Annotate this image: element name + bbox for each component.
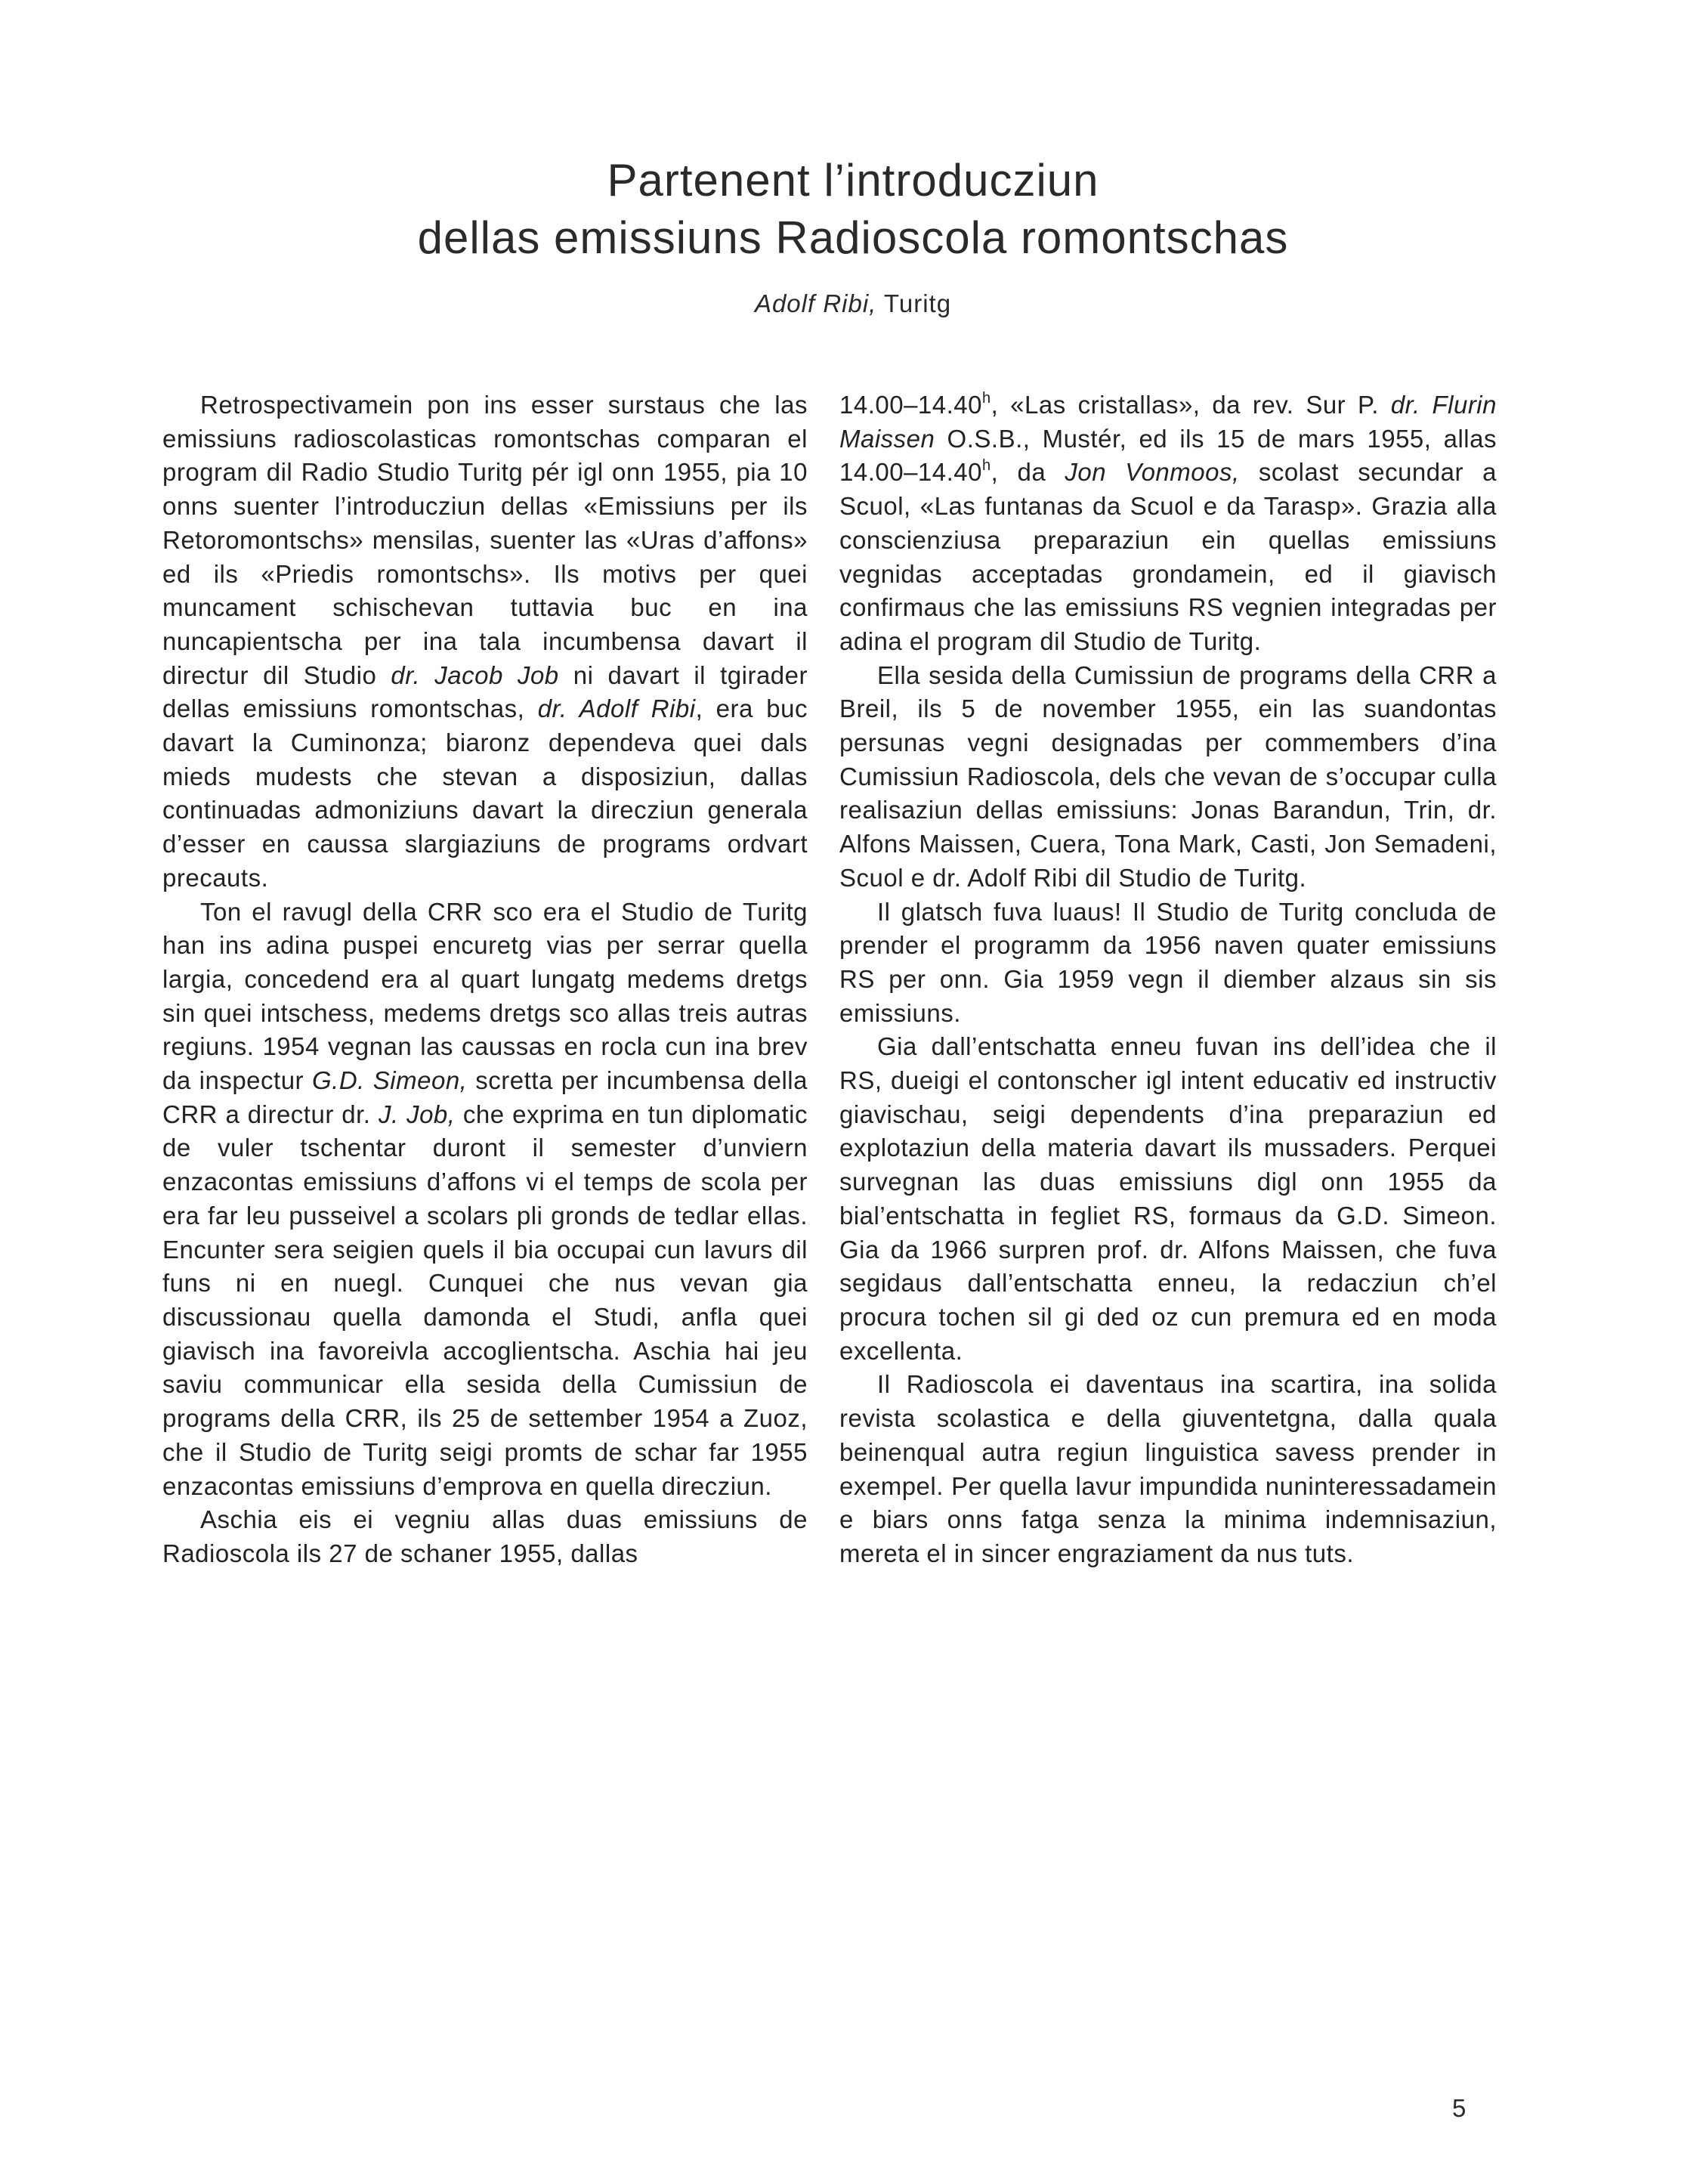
- italic-name: Jon Vonmoos,: [1065, 458, 1240, 487]
- text-run: , «Las cristallas», da rev. Sur P.: [991, 391, 1391, 419]
- text-run: che exprima en tun diplomatic de vuler tschentar duront il semester d’unviern enzacontas emissiuns d’affons vi el temps de scola per era far leu pusseivel a scolars pli gronds de tedlar ellas. Encunter sera seigien quels il bia occupai cun lavurs dil funs ni en nuegl. Cunquei che nus vevan gia discussionau quella damonda el Studi, anfla quei giavisch ina favoreivla accoglientscha. Aschia hai jeu saviu communicar ella sesida della Cumissiun de programs della CRR, ils 25 de settember 1954 a Zuoz, che il Studio de Turitg seigi promts de schar far 1955 enzacontas emissiuns d’emprova en quella direcziun.: [162, 1100, 808, 1500]
- author-name: Adolf Ribi,: [754, 289, 877, 317]
- text-run: scretta per incumbensa della CRR a directur dr.: [162, 1066, 808, 1128]
- italic-name: J. Job,: [378, 1100, 456, 1128]
- left-column: [162, 388, 808, 1571]
- italic-name: G.D. Simeon,: [312, 1066, 468, 1095]
- paragraph: [162, 388, 808, 896]
- text-run: ni davart il tgirader dellas emissiuns romontschas,: [162, 660, 808, 723]
- paragraph: Il Radioscola ei daventaus ina scartira, ina solida revista scolastica e della giuventetgna, dalla quala beinenqual autra regiun linguistica savess prender in exempel. Per quella lavur impundida nuninteressadamein e biars onns fatga senza la minima indemnisaziun, mereta el in sincer engraziament da nus tuts.: [839, 1370, 1497, 1567]
- text-run: , da: [991, 458, 1065, 487]
- paragraph: Il glatsch fuva luaus! Il Studio de Turitg concluda de prender el programm da 1956 naven quater emissiuns RS per onn. Gia 1959 vegn il diember alzaus sin sis emissiuns.: [839, 897, 1497, 1027]
- author-place: Turitg: [883, 289, 952, 317]
- paragraph: Aschia eis ei vegniu allas duas emissiuns de Radioscola ils 27 de schaner 1955, dallas: [162, 1505, 808, 1567]
- text-run: Ton el ravugl della CRR sco era el Studio de Turitg han ins adina puspei encuretg vias per serrar quella largia, concedend era al quart lungatg medems dretgs sin quei intschess, medems dretgs sco allas treis autras regiuns. 1954 vegnan las caussas en rocla cun ina brev da inspectur: [162, 897, 808, 1095]
- paragraph-continued: [839, 388, 1497, 659]
- page-number: 5: [1452, 2094, 1466, 2122]
- right-column: [839, 388, 1497, 1571]
- italic-name: dr. Jacob Job: [391, 660, 559, 689]
- paragraph: [162, 896, 808, 1504]
- article-title-line-1: Partenent l’introducziun: [607, 155, 1099, 206]
- text-run: , era buc davart la Cuminonza; biaronz dependeva quei dals mieds mudests che stevan a disposiziun, dallas continuadas admoniziuns davart la direcziun generala d’esser en caussa slargiaziuns de programs ordvart precauts.: [162, 694, 808, 892]
- text-run: Retrospectivamein pon ins esser surstaus che las emissiuns radioscolasticas romontschas comparan el program dil Radio Studio Turitg pér igl onn 1955, pia 10 onns suenter l’introducziun dellas «Emissiuns per ils Retoromontschs» mensilas, suenter las «Uras d’affons» ed ils «Priedis romontschs». Ils motivs per quei muncament schischevan tuttavia buc en ina nuncapientscha per ina tala incumbensa davart il directur dil Studio: [162, 391, 808, 689]
- superscript: h: [982, 457, 991, 475]
- italic-name: dr. Flurin Maissen: [839, 391, 1497, 453]
- text-run: 14.00–14.40: [839, 391, 983, 419]
- author-byline: [0, 289, 1706, 319]
- text-run: scolast secundar a Scuol, «Las funtanas da Scuol e da Tarasp». Grazia alla conscienziusa preparaziun ein quellas emissiuns vegnidas acceptadas grondamein, ed il giavisch confirmaus che las emissiuns RS vegnien integradas per adina el program dil Studio de Turitg.: [839, 458, 1497, 655]
- italic-name: dr. Adolf Ribi: [537, 694, 696, 723]
- paragraph: Gia dall’entschatta enneu fuvan ins dell’idea che il RS, dueigi el contonscher igl intent educativ ed instructiv giavischau, seigi dependents d’ina preparaziun ed explotaziun della materia davart ils mussaders. Perquei survegnan las duas emissiuns digl onn 1955 da bial’entschatta in fegliet RS, formaus da G.D. Simeon. Gia da 1966 surpren prof. dr. Alfons Maissen, che fuva segidaus dall’entschatta enneu, la redacziun ch’el procura tochen sil gi ded oz cun premura ed en moda excellenta.: [839, 1032, 1497, 1365]
- article-title-line-2: dellas emissiuns Radioscola romontschas: [417, 212, 1289, 263]
- text-run: O.S.B., Mustér, ed ils 15 de mars 1955, allas 14.00–14.40: [839, 424, 1497, 487]
- paragraph: Ella sesida della Cumissiun de programs della CRR a Breil, ils 5 de november 1955, ein las suandontas persunas vegni designadas per commembers d’ina Cumissiun Radioscola, dels che vevan de s’occupar culla realisaziun dellas emissiuns: Jonas Barandun, Trin, dr. Alfons Maissen, Cuera, Tona Mark, Casti, Jon Semadeni, Scuol e dr. Adolf Ribi dil Studio de Turitg.: [839, 660, 1497, 892]
- superscript: h: [982, 390, 991, 407]
